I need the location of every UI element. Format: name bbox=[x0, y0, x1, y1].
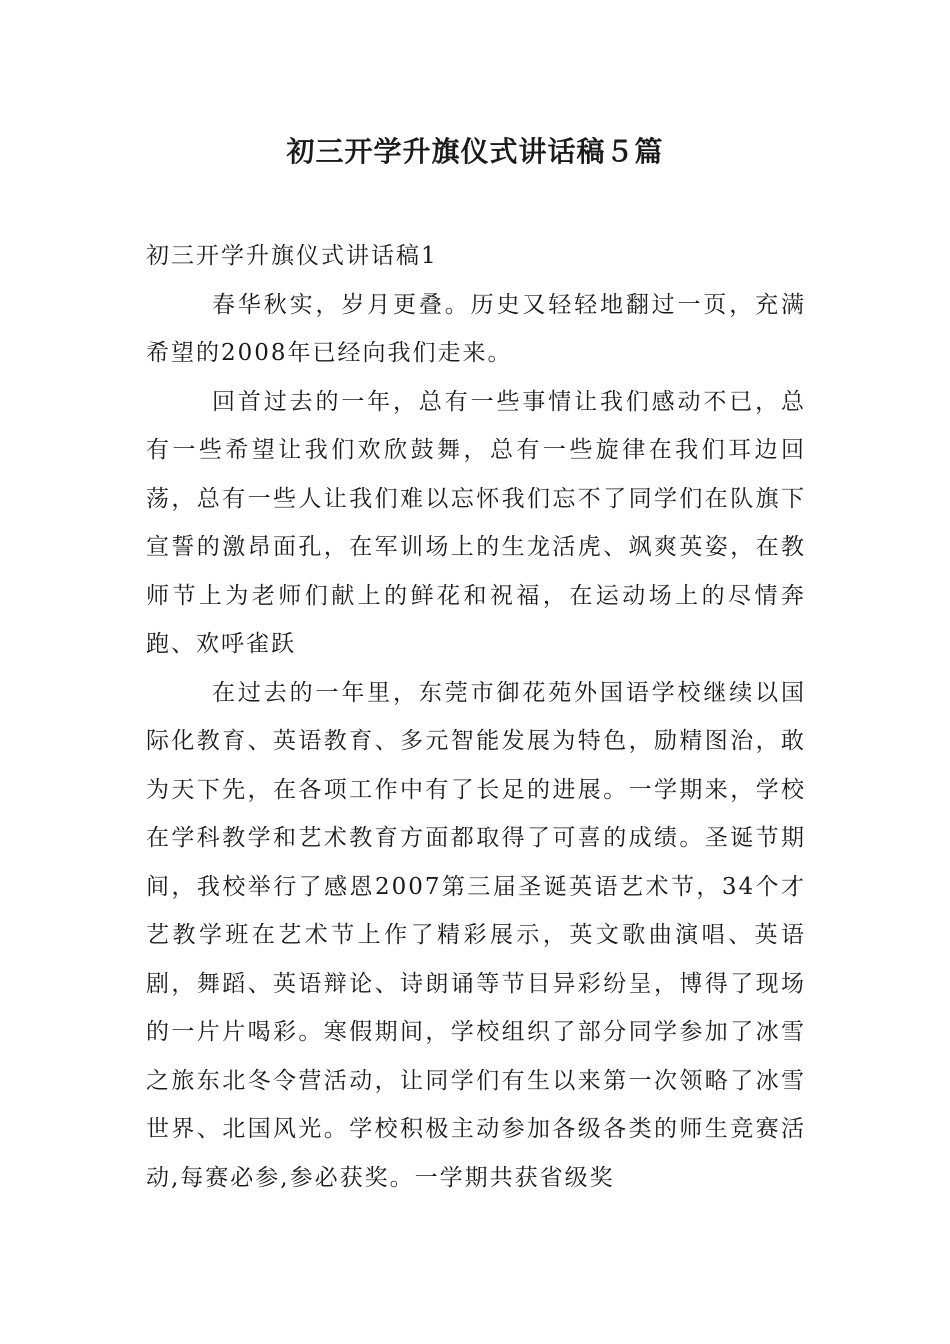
document-title: 初三开学升旗仪式讲话稿５篇 bbox=[286, 135, 664, 168]
paragraph-2: 回首过去的一年，总有一些事情让我们感动不已，总有一些希望让我们欢欣鼓舞，总有一些旋律在我们耳边回荡，总有一些人让我们难以忘怀我们忘不了同学们在队旗下宣誓的激昂面孔，在军训场上的生龙活虎、飒爽英姿，在教师节上为老师们献上的鲜花和祝福，在运动场上的尽情奔跑、欢呼雀跃 bbox=[146, 388, 806, 657]
section-heading: 初三开学升旗仪式讲话稿1 bbox=[146, 243, 438, 269]
paragraph-3: 在过去的一年里，东莞市御花苑外国语学校继续以国际化教育、英语教育、多元智能发展为特色，励精图治，敢为天下先，在各项工作中有了长足的进展。一学期来，学校在学科教学和艺术教育方面都取得了可喜的成绩。圣诞节期间，我校举行了感恩2007第三届圣诞英语艺术节，34个才艺教学班在艺术节上作了精彩展示，英文歌曲演唱、英语剧，舞蹈、英语辩论、诗朗诵等节目异彩纷呈，博得了现场的一片片喝彩。寒假期间，学校组织了部分同学参加了冰雪之旅东北冬令营活动，让同学们有生以来第一次领略了冰雪世界、北国风光。学校积极主动参加各级各类的师生竞赛活动,每赛必参,参必获奖。一学期共获省级奖 bbox=[146, 679, 806, 1191]
document-body bbox=[146, 232, 806, 1202]
paragraph-1: 春华秋实，岁月更叠。历史又轻轻地翻过一页，充满希望的2008年已经向我们走来。 bbox=[146, 291, 806, 366]
